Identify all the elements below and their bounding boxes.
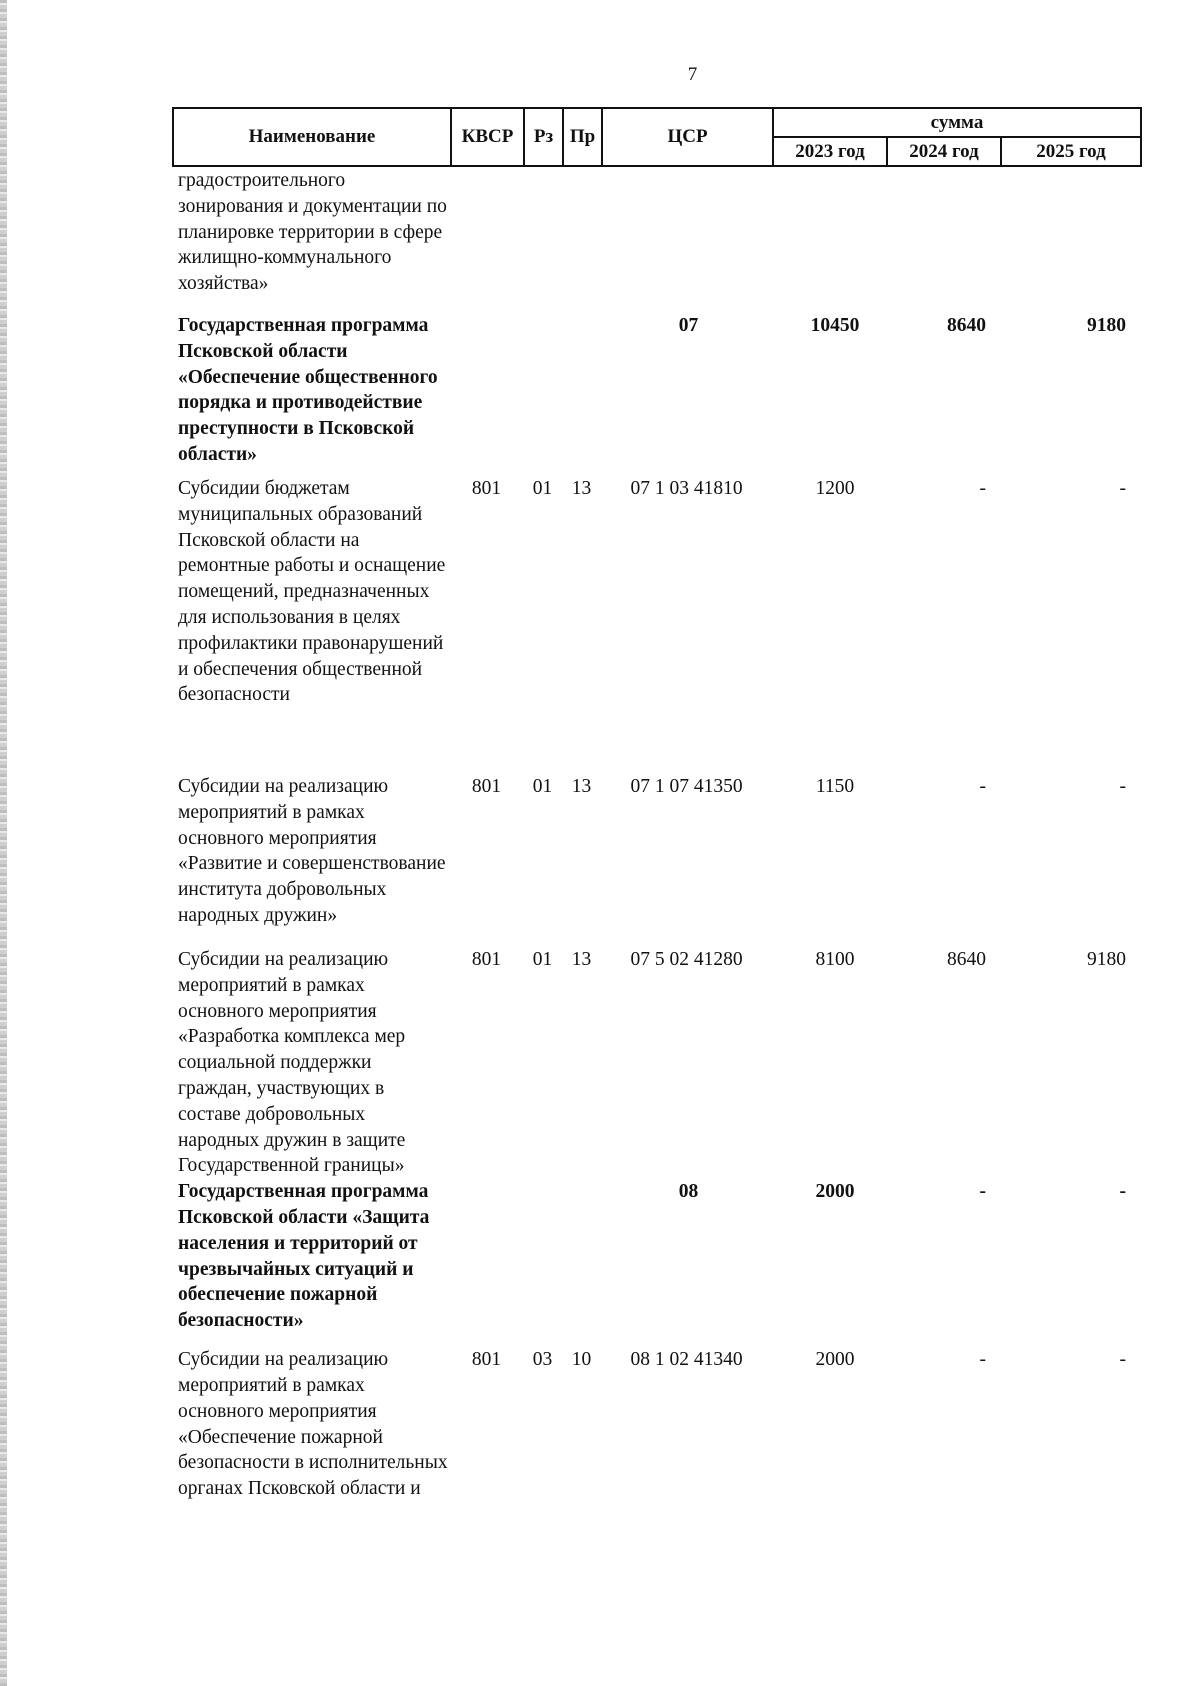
row-name: Субсидии бюджетам муниципальных образований Псковской области на ремонтные работы и оснащение помещений, предназначенных для использования в целях профилактики правонарушений и обеспечения общественной безопасности: [178, 478, 446, 706]
row-csr: 07 5 02 41280: [630, 949, 743, 970]
header-csr: ЦСР: [602, 108, 773, 166]
row-rz: 01: [532, 478, 553, 499]
header-kvsr: КВСР: [451, 108, 524, 166]
header-name: Наименование: [173, 108, 451, 166]
row-csr: 08: [678, 1181, 699, 1203]
row-sum-2025: [1000, 168, 1140, 313]
row-csr: 08 1 02 41340: [630, 1349, 743, 1371]
row-kvsr: 801: [471, 1349, 502, 1371]
row-name: Субсидии на реализацию мероприятий в рамках основного мероприятия «Развитие и совершенствование института добровольных народных дружин»: [178, 776, 446, 926]
row-name: Субсидии на реализацию мероприятий в рамках основного мероприятия «Обеспечение пожарной безопасности в исполнительных органах Псковской области и: [178, 1349, 448, 1500]
row-name: Государственная программа Псковской области «Обеспечение общественного порядка и противодействие преступности в Псковской области»: [178, 315, 438, 465]
row-rz: 01: [532, 949, 553, 970]
row-sum-2023: 2000: [815, 1349, 855, 1371]
header-year-2025: 2025 год: [1001, 137, 1141, 166]
row-kvsr: [450, 1179, 523, 1347]
row-sum-2023: [772, 168, 886, 313]
row-name: градостроительного зонирования и документации по планировке территории в сфере жилищно-коммунального хозяйства»: [178, 170, 447, 295]
row-csr: 07 1 07 41350: [630, 776, 743, 797]
row-kvsr: 801: [471, 949, 502, 970]
row-rz: [523, 168, 562, 313]
row-sum-2024: -: [979, 1349, 986, 1371]
row-pr: 13: [571, 949, 592, 970]
row-pr: 13: [571, 776, 592, 797]
table-row: [172, 1347, 1140, 1527]
table-row: [172, 1179, 1140, 1347]
row-pr: 13: [571, 478, 592, 499]
row-kvsr: [450, 168, 523, 313]
header-sum: сумма: [773, 108, 1141, 137]
table-body: [172, 168, 1140, 1527]
row-kvsr: 801: [471, 478, 502, 499]
row-sum-2025: -: [1119, 478, 1126, 499]
row-sum-2024: -: [979, 1181, 986, 1203]
row-pr: [562, 1179, 601, 1347]
header-year-2024: 2024 год: [887, 137, 1001, 166]
table-row: [172, 774, 1140, 947]
header-year-2023: 2023 год: [773, 137, 887, 166]
row-name: Государственная программа Псковской области «Защита населения и территорий от чрезвычайных ситуаций и обеспечение пожарной безопасности»: [178, 1181, 430, 1332]
row-sum-2024: 8640: [947, 949, 986, 970]
row-sum-2024: -: [979, 478, 986, 499]
row-sum-2024: 8640: [947, 315, 986, 336]
row-sum-2023: 10450: [810, 315, 860, 336]
row-sum-2024: [886, 168, 1000, 313]
row-sum-2023: 1150: [815, 776, 855, 797]
row-kvsr: 801: [471, 776, 502, 797]
row-pr: [562, 168, 601, 313]
row-sum-2024: -: [979, 776, 986, 797]
scan-edge: [0, 0, 7, 1686]
row-sum-2025: -: [1119, 1349, 1126, 1371]
row-sum-2025: 9180: [1087, 315, 1126, 336]
page-number: 7: [687, 64, 698, 85]
table-row: [172, 476, 1140, 774]
row-rz: 01: [532, 776, 553, 797]
row-rz: [523, 313, 562, 476]
row-sum-2025: -: [1119, 776, 1126, 797]
row-pr: [562, 313, 601, 476]
row-sum-2025: 9180: [1087, 949, 1126, 970]
row-pr: 10: [571, 1349, 592, 1371]
table-row: [172, 313, 1140, 476]
header-rz: Рз: [524, 108, 563, 166]
row-kvsr: [450, 313, 523, 476]
row-rz: 03: [532, 1349, 553, 1371]
row-csr: 07 1 03 41810: [630, 478, 743, 499]
row-sum-2023: 2000: [815, 1181, 855, 1203]
table-row: [172, 168, 1140, 313]
row-sum-2025: -: [1119, 1181, 1126, 1203]
row-sum-2023: 1200: [815, 478, 855, 499]
row-sum-2023: 8100: [815, 949, 855, 970]
row-csr: [601, 168, 772, 313]
table-header: [172, 107, 1142, 167]
row-rz: [523, 1179, 562, 1347]
row-name: Субсидии на реализацию мероприятий в рамках основного мероприятия «Разработка комплекса мер социальной поддержки граждан, участвующих в составе добровольных народных дружин в защите Государственной границы»: [178, 949, 406, 1177]
table-row: [172, 947, 1140, 1179]
header-pr: Пр: [563, 108, 602, 166]
row-csr: 07: [678, 315, 699, 336]
